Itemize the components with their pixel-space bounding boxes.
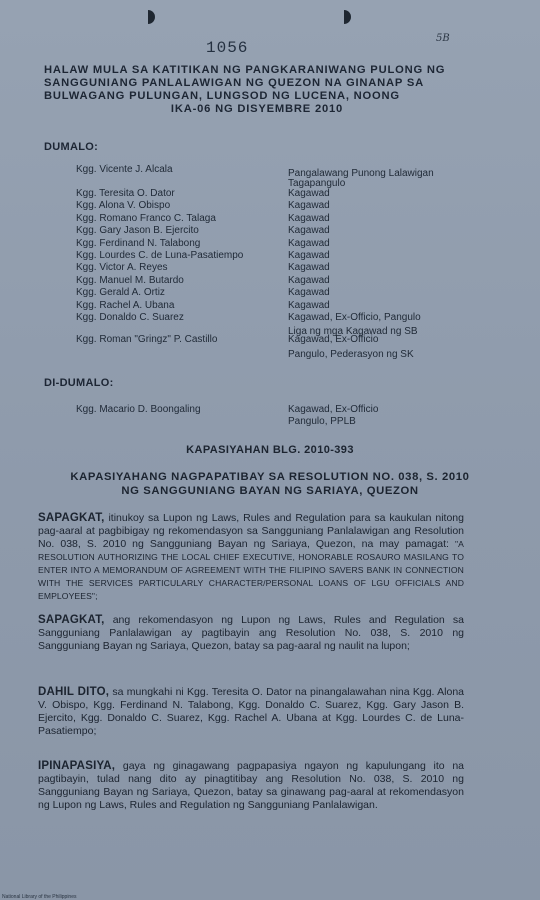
- member-position: Kagawad, Ex-Officio, Pangulo: [288, 311, 421, 323]
- member-position: Kagawad: [288, 274, 330, 286]
- member-position: Pangalawang Punong Lalawigan: [288, 168, 434, 179]
- member-position: Kagawad, Ex-Officio: [288, 334, 379, 346]
- paragraph-lead: SAPAGKAT,: [38, 512, 105, 524]
- member-name: Kgg. Gary Jason B. Ejercito: [76, 225, 199, 237]
- punch-hole-left: [148, 10, 156, 26]
- heading-line-4: IKA-06 NG DISYEMBRE 2010: [170, 103, 344, 115]
- resolution-quote: "A RESOLUTION AUTHORIZING THE LOCAL CHIEF EXECUTIVE, HONORABLE ROSAURO MASILANG TO ENTER INTO A MEMORANDUM OF AGREEMENT WITH THE FILIPINO SAVERS BANK IN CONNECTION WITH THE SERVICES PARTICULARLY CHARACTER/PERSONAL LOANS OF LGU OFFICIALS AND EMPLOYEES";: [38, 539, 464, 601]
- handwritten-note: 5B: [436, 33, 450, 44]
- member-name: Kgg. Romano Franco C. Talaga: [76, 212, 216, 224]
- member-position: Kagawad: [288, 188, 330, 199]
- resolved-paragraph: [38, 760, 464, 812]
- attendees-list: [76, 164, 496, 359]
- member-name: Kgg. Lourdes C. de Luna-Pasatiempo: [76, 249, 244, 261]
- member-row: [76, 324, 496, 338]
- member-position: Kagawad: [288, 299, 330, 311]
- member-name: Kgg. Teresita O. Dator: [76, 188, 175, 199]
- punch-hole-right: [344, 10, 352, 26]
- member-position: Kagawad: [288, 262, 330, 274]
- member-row: [76, 300, 496, 312]
- member-position: Tagapangulo: [288, 178, 346, 189]
- heading-line-2: SANGGUNIANG PANLALAWIGAN NG QUEZON NA GINANAP SA: [44, 77, 425, 89]
- member-row: [76, 287, 496, 299]
- member-name: Kgg. Victor A. Reyes: [76, 262, 168, 274]
- member-row: [76, 275, 496, 287]
- member-name: Kgg. Alona V. Obispo: [76, 200, 171, 212]
- resolution-title-line-2: NG SANGGUNIANG BAYAN NG SARIAYA, QUEZON: [121, 485, 419, 497]
- member-row: [76, 225, 496, 237]
- member-position: Kagawad: [288, 200, 330, 212]
- resolution-title: [40, 470, 500, 498]
- heading-line-3: BULWAGANG PULUNGAN, LUNGSOD NG LUCENA, NOONG: [44, 90, 400, 102]
- member-row: [76, 250, 496, 262]
- member-position: Kagawad: [288, 287, 330, 299]
- member-row: [76, 416, 496, 428]
- paragraph-text: sa mungkahi ni Kgg. Teresita O. Dator na pinangalawahan nina Kgg. Alona V. Obispo, Kgg. Ferdinand N. Talabong, Kgg. Donaldo C. Suarez, Kgg. Gary Jason B. Ejercito, Kgg. Donaldo C. Suarez, Kgg. Rachel A. Ubana at Kgg. Lourdes C. de Luna-Pasatiempo;: [38, 686, 465, 737]
- resolution-title-line-1: KAPASIYAHANG NAGPAPATIBAY SA RESOLUTION NO. 038, S. 2010: [70, 471, 470, 483]
- paragraph-text: gaya ng ginagawang pagpapasiya ngayon ng kapulungang ito na pagtibayin, tulad nang dito ay pinagtitibay ang Resolution No. 038, S. 2010 ng Sangguniang Bayan ng Sariaya, Quezon, batay sa ginawang pag-aaral at rekomendasyon ng Lupon ng Laws, Rules and Regulation ng Sangguniang Panlalawigan.: [38, 760, 464, 811]
- member-name: Kgg. Donaldo C. Suarez: [76, 311, 184, 323]
- member-row: [76, 262, 496, 274]
- paragraph-lead: IPINAPASIYA,: [38, 760, 116, 772]
- member-name: Kgg. Rachel A. Ubana: [76, 299, 175, 311]
- whereas-paragraph-2: [38, 614, 464, 653]
- member-position: Kagawad: [288, 249, 330, 261]
- member-name: Kgg. Manuel M. Butardo: [76, 274, 184, 286]
- member-row: [76, 188, 496, 200]
- member-position: Kagawad: [288, 237, 330, 249]
- member-name: Kgg. Macario D. Boongaling: [76, 404, 201, 415]
- member-row: [76, 200, 496, 212]
- resolution-number: KAPASIYAHAN BLG. 2010-393: [186, 444, 354, 456]
- paragraph-text: ang rekomendasyon ng Lupon ng Laws, Rules and Regulation sa Sangguniang Panlalawigan ay pagtibayin ang Resolution No. 038, S. 2010 ng Sangguniang Bayan ng Sariaya, Quezon, batay sa pag-aaral ng naulit na lupon;: [38, 614, 464, 652]
- member-name: Kgg. Ferdinand N. Talabong: [76, 237, 201, 249]
- page-number: 1056: [206, 39, 249, 57]
- scan-footer: National Library of the Philippines: [2, 894, 77, 900]
- member-row: [76, 164, 496, 179]
- member-name: Kgg. Roman "Gringz" P. Castillo: [76, 334, 218, 346]
- didumalo-label: DI-DUMALO:: [44, 377, 114, 389]
- document-heading: [44, 64, 470, 116]
- member-position: Kagawad, Ex-Officio: [288, 404, 379, 415]
- whereas-paragraph-1: [38, 512, 464, 603]
- member-position: Kagawad: [288, 212, 330, 224]
- paragraph-lead: DAHIL DITO,: [38, 686, 110, 698]
- paragraph-text: itinukoy sa Lupon ng Laws, Rules and Regulation para sa kaukulan nitong pag-aaral at pagbibigay ng rekomendasyon sa Sangguniang Panlalawigan ang Resolution No. 038, S. 2010 ng Sangguniang Bayan ng Sariaya, Quezon, na may pamagat:: [38, 512, 464, 550]
- member-row: [76, 404, 496, 416]
- member-row: [76, 174, 496, 188]
- dumalo-label: DUMALO:: [44, 141, 99, 153]
- member-position: Pangulo, Pederasyon ng SK: [288, 348, 414, 360]
- heading-line-1: HALAW MULA SA KATITIKAN NG PANGKARANIWANG PULONG NG: [44, 64, 446, 76]
- member-position: Liga ng mga Kagawad ng SB: [288, 326, 418, 338]
- member-name: Kgg. Gerald A. Ortiz: [76, 287, 165, 299]
- member-row: [76, 213, 496, 225]
- paragraph-lead: SAPAGKAT,: [38, 614, 105, 626]
- therefore-paragraph: [38, 686, 464, 738]
- member-row: [76, 312, 496, 324]
- member-position: Kagawad: [288, 225, 330, 237]
- member-row: [76, 238, 496, 250]
- member-row: [76, 347, 496, 359]
- member-name: Kgg. Vicente J. Alcala: [76, 164, 173, 175]
- member-position: Pangulo, PPLB: [288, 416, 356, 428]
- absentees-list: [76, 404, 496, 429]
- member-row: [76, 334, 496, 346]
